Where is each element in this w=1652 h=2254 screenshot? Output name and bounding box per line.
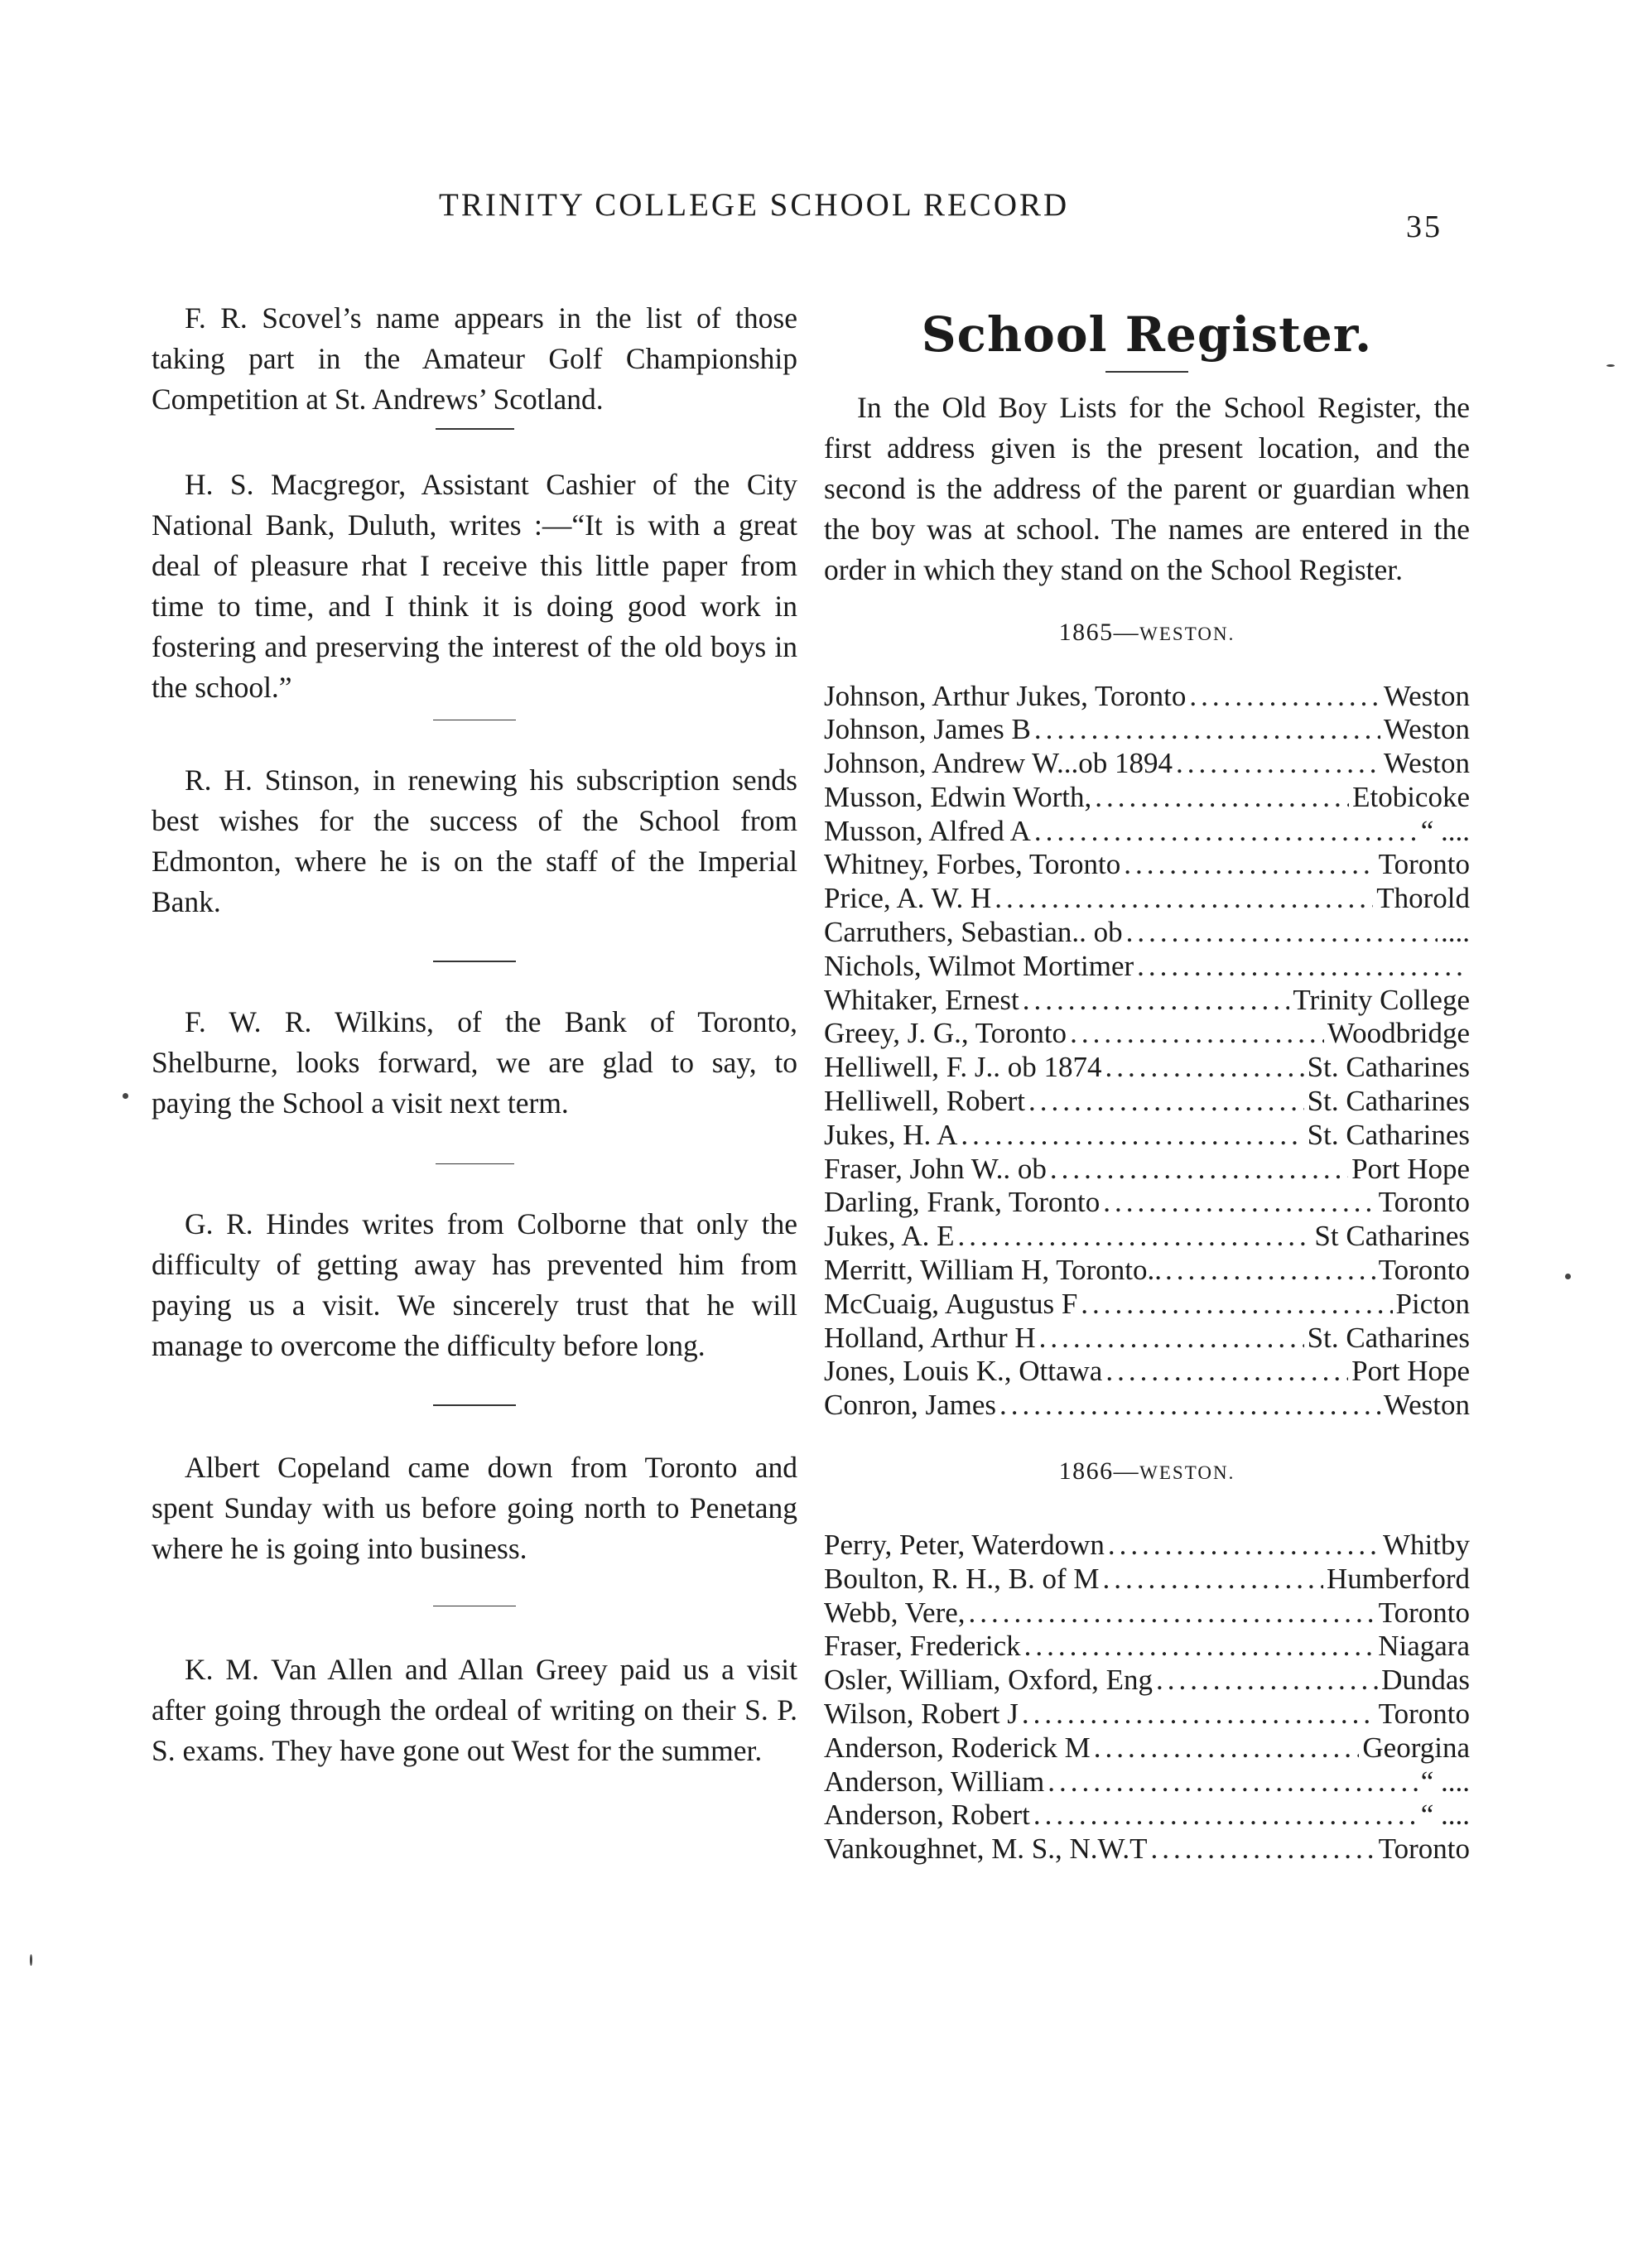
scan-speck xyxy=(1606,364,1615,367)
register-entry: Wilson, Robert J ..... Toronto xyxy=(824,1698,1470,1731)
news-paragraph-scovel: F. R. Scovel’s name appears in the list of those taking part in the Amateur Golf Championship Competition at St. Andrews’ Scotland. xyxy=(152,301,797,416)
register-entry: Merritt, William H, Toronto.. ..... Toronto xyxy=(824,1254,1470,1288)
register-entry: Helliwell, F. J.. ob 1874 ..... St. Catharines xyxy=(824,1051,1470,1085)
register-entry: Vankoughnet, M. S., N.W.T ..... Toronto xyxy=(824,1833,1470,1866)
news-paragraph-copeland: Albert Copeland came down from Toronto and spent Sunday with us before going north to Penetang where he is going into business. xyxy=(152,1450,797,1565)
register-entry: Jones, Louis K., Ottawa ..... Port Hope xyxy=(824,1355,1470,1389)
register-entry: Jukes, A. E ..... St Catharines xyxy=(824,1220,1470,1254)
register-entry: Anderson, William ..... “ .... xyxy=(824,1765,1470,1799)
register-entry: Johnson, Andrew W...ob 1894 ..... Weston xyxy=(824,747,1470,781)
register-entry: Anderson, Robert ..... “ .... xyxy=(824,1799,1470,1833)
news-paragraph-stinson: R. H. Stinson, in renewing his subscription sends best wishes for the success of the School from Edmonton, where he is on the staff of the Imperial Bank. xyxy=(152,763,797,918)
scan-speck xyxy=(1565,1274,1571,1279)
register-entry: Price, A. W. H ..... Thorold xyxy=(824,882,1470,916)
page-number: 35 xyxy=(1406,210,1442,244)
register-entry: Whitney, Forbes, Toronto ..... Toronto xyxy=(824,848,1470,882)
register-entry: Helliwell, Robert ..... St. Catharines xyxy=(824,1085,1470,1119)
register-entry: Webb, Vere, ..... Toronto xyxy=(824,1597,1470,1630)
news-paragraph-hindes: G. R. Hindes writes from Colborne that only the difficulty of getting away has prevented him from paying us a visit. We sincerely trust that he will manage to overcome the difficulty before long. xyxy=(152,1207,797,1362)
register-entry: Osler, William, Oxford, Eng ..... Dundas xyxy=(824,1664,1470,1698)
title-divider xyxy=(1105,371,1188,373)
school-register-title: School Register. xyxy=(921,306,1373,363)
register-entry: Johnson, James B ..... Weston xyxy=(824,713,1470,747)
register-entry: Conron, James ..... Weston xyxy=(824,1389,1470,1423)
running-header: TRINITY COLLEGE SCHOOL RECORD xyxy=(439,187,1070,223)
register-intro: In the Old Boy Lists for the School Register, the first address given is the present location, and the second is the address of the parent or guardian when the boy was at school. The names are entered in the order in which they stand on the School Register. xyxy=(824,390,1470,586)
register-entry: Fraser, Frederick ..... Niagara xyxy=(824,1630,1470,1664)
register-entry: Musson, Alfred A ..... “ .... xyxy=(824,815,1470,849)
year-heading-1865: 1865—WESTON. xyxy=(1058,618,1235,646)
register-entry: Holland, Arthur H ..... St. Catharines xyxy=(824,1322,1470,1356)
register-entry: McCuaig, Augustus F ..... Picton xyxy=(824,1288,1470,1322)
register-list-1866 xyxy=(824,1529,1470,1866)
section-divider xyxy=(433,1404,516,1406)
register-entry: Carruthers, Sebastian.. ob ..... .... xyxy=(824,916,1470,950)
left-column xyxy=(152,298,797,1771)
section-divider xyxy=(433,961,516,962)
register-entry: Nichols, Wilmot Mortimer ..... xyxy=(824,950,1470,984)
register-entry: Boulton, R. H., B. of M ..... Humberford xyxy=(824,1563,1470,1597)
section-divider xyxy=(433,1606,516,1607)
register-entry: Anderson, Roderick M ..... Georgina xyxy=(824,1731,1470,1765)
register-entry: Musson, Edwin Worth, ..... Etobicoke xyxy=(824,781,1470,815)
year-heading-1866: 1866—WESTON. xyxy=(1058,1457,1235,1486)
register-entry: Perry, Peter, Waterdown ..... Whitby xyxy=(824,1529,1470,1563)
section-divider xyxy=(436,1163,514,1165)
right-column xyxy=(824,306,1470,1866)
section-divider xyxy=(436,428,514,430)
news-paragraph-van-allen: K. M. Van Allen and Allan Greey paid us a visit after going through the ordeal of writing on their S. P. S. exams. They have gone out West for the summer. xyxy=(152,1653,797,1767)
scan-speck xyxy=(123,1093,128,1099)
scan-speck xyxy=(30,1954,32,1966)
register-entry: Greey, J. G., Toronto ..... Woodbridge xyxy=(824,1017,1470,1051)
news-paragraph-wilkins: F. W. R. Wilkins, of the Bank of Toronto, Shelburne, looks forward, we are glad to say, to paying the School a visit next term. xyxy=(152,1004,797,1120)
register-entry: Fraser, John W.. ob ..... Port Hope xyxy=(824,1153,1470,1187)
register-entry: Johnson, Arthur Jukes, Toronto ..... Weston xyxy=(824,680,1470,714)
section-divider xyxy=(433,720,516,721)
news-paragraph-macgregor: H. S. Macgregor, Assistant Cashier of the City National Bank, Duluth, writes :—“It is with a great deal of pleasure rhat I receive this little paper from time to time, and I think it is doing good work in fostering and preserving the interest of the old boys in the school.” xyxy=(152,467,797,704)
register-entry: Jukes, H. A ..... St. Catharines xyxy=(824,1119,1470,1153)
register-list-1865 xyxy=(824,680,1470,1423)
register-entry: Darling, Frank, Toronto ..... Toronto xyxy=(824,1186,1470,1220)
register-entry: Whitaker, Ernest ..... Trinity College xyxy=(824,984,1470,1018)
